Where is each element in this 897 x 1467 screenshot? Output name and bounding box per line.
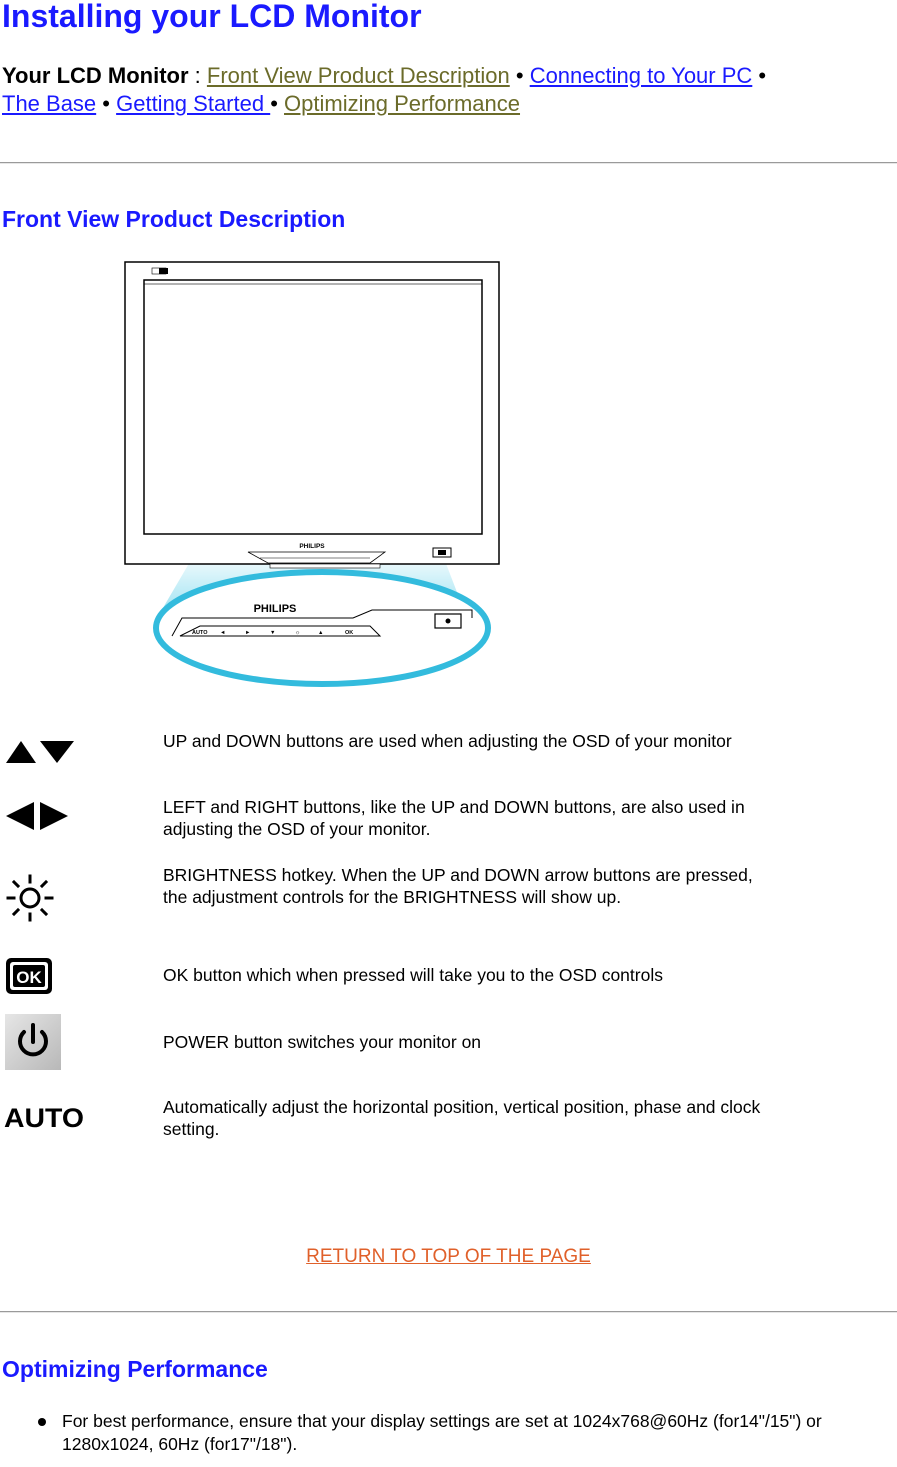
control-description-power: POWER button switches your monitor on [163,1032,482,1052]
bezel-button-label: ► [245,630,251,636]
auto-icon [4,1100,86,1134]
left-right-arrows-icon [4,800,70,832]
divider [0,162,897,164]
return-to-top-link[interactable]: RETURN TO TOP OF THE PAGE [306,1246,591,1267]
auto-icon-text: AUTO [4,1103,84,1133]
bezel-button-label: ◄ [220,630,226,636]
return-to-top-container [0,1246,897,1268]
bezel-button-label: ▲ [318,630,324,636]
control-description-brightness: BRIGHTNESS hotkey. When the UP and DOWN arrow buttons are pressed, the adjustment controls for the BRIGHTNESS will show up. [163,865,753,907]
nav-link-optimizing[interactable]: Optimizing Performance [284,91,521,116]
nav-bullet: • [270,91,285,116]
control-description-left-right: LEFT and RIGHT buttons, like the UP and DOWN buttons, are also used in adjusting the OSD of your monitor. [163,797,745,839]
nav-link-the-base[interactable]: The Base [2,91,97,116]
control-description-up-down: UP and DOWN buttons are used when adjusting the OSD of your monitor [163,731,732,751]
nav-bullet: • [96,91,117,116]
bezel-logo-zoom: PHILIPS [253,603,297,615]
bezel-button-label: AUTO [192,630,208,636]
divider [0,1311,897,1313]
control-description-ok: OK button which when pressed will take you to the OSD controls [163,965,663,985]
nav-link-front-view[interactable]: Front View Product Description [206,63,510,88]
optimizing-heading: Optimizing Performance [2,1356,268,1382]
optimizing-list [0,1410,897,1456]
nav-bullet: • [752,63,767,88]
front-view-heading: Front View Product Description [2,206,346,232]
bezel-button-label: ▼ [270,630,276,636]
nav-colon: : [188,63,207,88]
section-nav [2,62,892,118]
nav-prefix: Your LCD Monitor [2,63,189,88]
monitor-screen [144,280,482,534]
bezel-button-label: OK [345,630,354,636]
nav-bullet: • [509,63,530,88]
bezel-logo-small: PHILIPS [299,543,325,550]
brightness-icon [4,868,60,924]
nav-link-getting-started[interactable]: Getting Started [116,91,271,116]
list-item: For best performance, ensure that your display settings are set at 1024x768@60Hz (for14"/15") or 1280x1024, 60Hz (for17"/18"). [0,1410,842,1456]
control-description-auto: Automatically adjust the horizontal position, vertical position, phase and clock setting. [163,1097,761,1139]
page-title: Installing your LCD Monitor [2,0,422,34]
ok-icon-text: OK [16,968,42,987]
bezel-button-label: ☼ [295,630,301,636]
nav-link-connecting[interactable]: Connecting to Your PC [529,63,753,88]
power-icon [4,1013,62,1071]
ok-icon [4,956,54,996]
monitor-front-view-image [120,258,500,692]
up-down-arrows-icon [4,738,74,766]
